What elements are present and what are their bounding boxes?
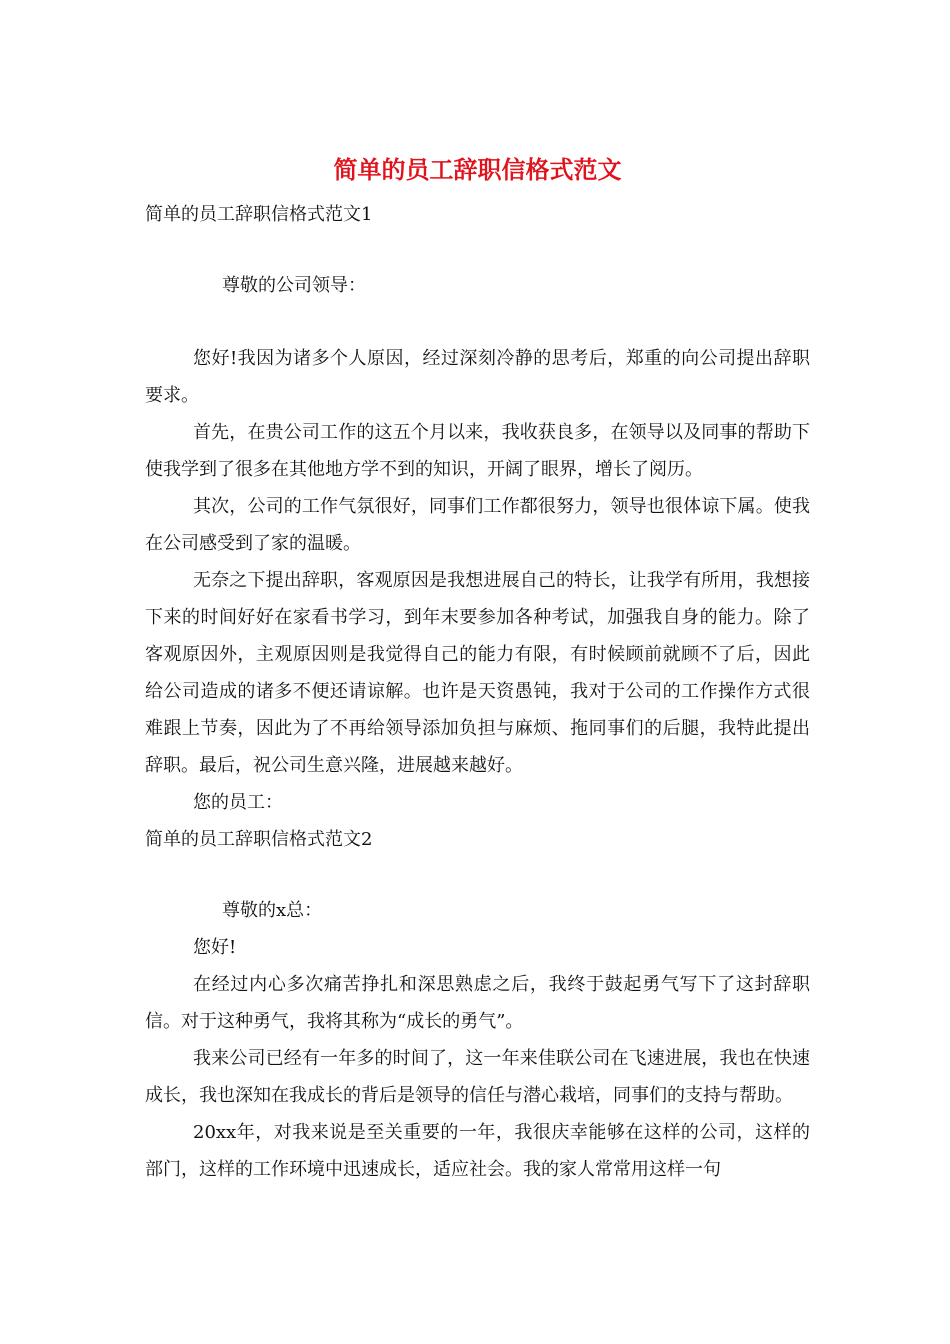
paragraph: 我来公司已经有一年多的时间了，这一年来佳联公司在飞速进展，我也在快速成长，我也深知在我成长的背后是领导的信任与潜心栽培，同事们的支持与帮助。 xyxy=(145,1048,810,1106)
greeting: 您好! xyxy=(193,937,237,958)
document-title: 简单的员工辞职信格式范文 xyxy=(333,155,622,184)
salutation-1: 尊敬的公司领导： xyxy=(222,275,366,296)
paragraph: 无奈之下提出辞职，客观原因是我想进展自己的特长，让我学有所用，我想接下来的时间好好在家看书学习，到年末要参加各种考试，加强我自身的能力。除了客观原因外，主观原因则是我觉得自己的能力有限，有时候顾前就顾不了后，因此给公司造成的诸多不便还请谅解。也许是天资愚钝，我对于公司的工作操作方式很难跟上节奏，因此为了不再给领导添加负担与麻烦、拖同事们的后腿，我特此提出辞职。最后，祝公司生意兴隆，进展越来越好。 xyxy=(145,570,810,776)
closing-signature: 您的员工： xyxy=(193,792,283,813)
salutation-2: 尊敬的x总： xyxy=(222,900,323,921)
section-heading-2: 简单的员工辞职信格式范文2 xyxy=(145,829,373,850)
paragraph: 20xx年，对我来说是至关重要的一年，我很庆幸能够在这样的公司，这样的部门，这样的工作环境中迅速成长，适应社会。我的家人常常用这样一句 xyxy=(145,1122,810,1180)
document-page xyxy=(145,150,810,1188)
paragraph: 在经过内心多次痛苦挣扎和深思熟虑之后，我终于鼓起勇气写下了这封辞职信。对于这种勇气，我将其称为“成长的勇气”。 xyxy=(145,974,810,1032)
section-heading-1: 简单的员工辞职信格式范文1 xyxy=(145,204,373,225)
paragraph: 其次，公司的工作气氛很好，同事们工作都很努力，领导也很体谅下属。使我在公司感受到了家的温暖。 xyxy=(145,496,810,554)
paragraph: 首先，在贵公司工作的这五个月以来，我收获良多，在领导以及同事的帮助下使我学到了很多在其他地方学不到的知识，开阔了眼界，增长了阅历。 xyxy=(145,422,810,480)
paragraph: 您好!我因为诸多个人原因，经过深刻冷静的思考后，郑重的向公司提出辞职要求。 xyxy=(145,348,810,406)
